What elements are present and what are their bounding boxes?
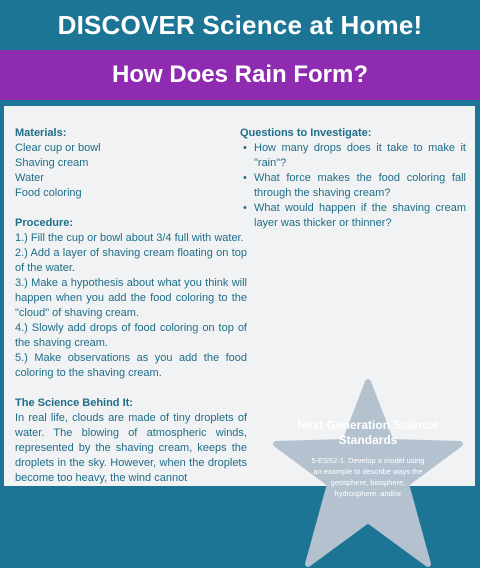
procedure-step: 2.) Add a layer of shaving cream floating on top of the water. <box>15 247 247 274</box>
left-column <box>15 126 247 486</box>
bullet-icon: • <box>243 202 247 214</box>
procedure-step: 3.) Make a hypothesis about what you think will happen when you add the food coloring to the "cloud" of shaving cream. <box>15 277 247 319</box>
standards-text: 5-ESS2-1. Develop a model using an example to describe ways the geosphere, biosphere, hydrosphere, and/or <box>311 456 425 498</box>
questions-list <box>240 141 466 231</box>
material-item: Shaving cream <box>15 157 89 169</box>
standards-star <box>270 378 466 568</box>
activity-title: How Does Rain Form? <box>0 50 480 100</box>
procedure-list <box>15 231 247 381</box>
material-item: Food coloring <box>15 187 82 199</box>
science-heading: The Science Behind It: <box>15 397 133 409</box>
procedure-step: 5.) Make observations as you add the food coloring to the shaving cream. <box>15 352 247 379</box>
banner-title: DISCOVER Science at Home! <box>0 0 480 50</box>
material-item: Clear cup or bowl <box>15 142 101 154</box>
question-item: • How many drops does it take to make it "rain"? <box>243 142 466 169</box>
bullet-icon: • <box>243 142 247 154</box>
question-item: • What would happen if the shaving cream layer was thicker or thinner? <box>243 202 466 229</box>
bullet-icon: • <box>243 172 247 184</box>
materials-heading: Materials: <box>15 127 67 139</box>
procedure-step: 4.) Slowly add drops of food coloring on top of the shaving cream. <box>15 322 247 349</box>
procedure-step: 1.) Fill the cup or bowl about 3/4 full with water. <box>15 232 244 244</box>
science-text: In real life, clouds are made of tiny droplets of water. The blowing of atmospheric winds, represented by the shaving cream, keeps the droplets in the sky. However, when the droplets become too heavy, the wind cannot <box>15 412 247 484</box>
questions-heading: Questions to Investigate: <box>240 127 372 139</box>
procedure-heading: Procedure: <box>15 217 74 229</box>
question-item: • What force makes the food coloring fall through the shaving cream? <box>243 172 466 199</box>
materials-list <box>15 141 247 201</box>
content-panel <box>4 106 475 498</box>
standards-title: Next Generation Science Standards <box>297 418 439 447</box>
right-column <box>240 126 466 231</box>
material-item: Water <box>15 172 44 184</box>
